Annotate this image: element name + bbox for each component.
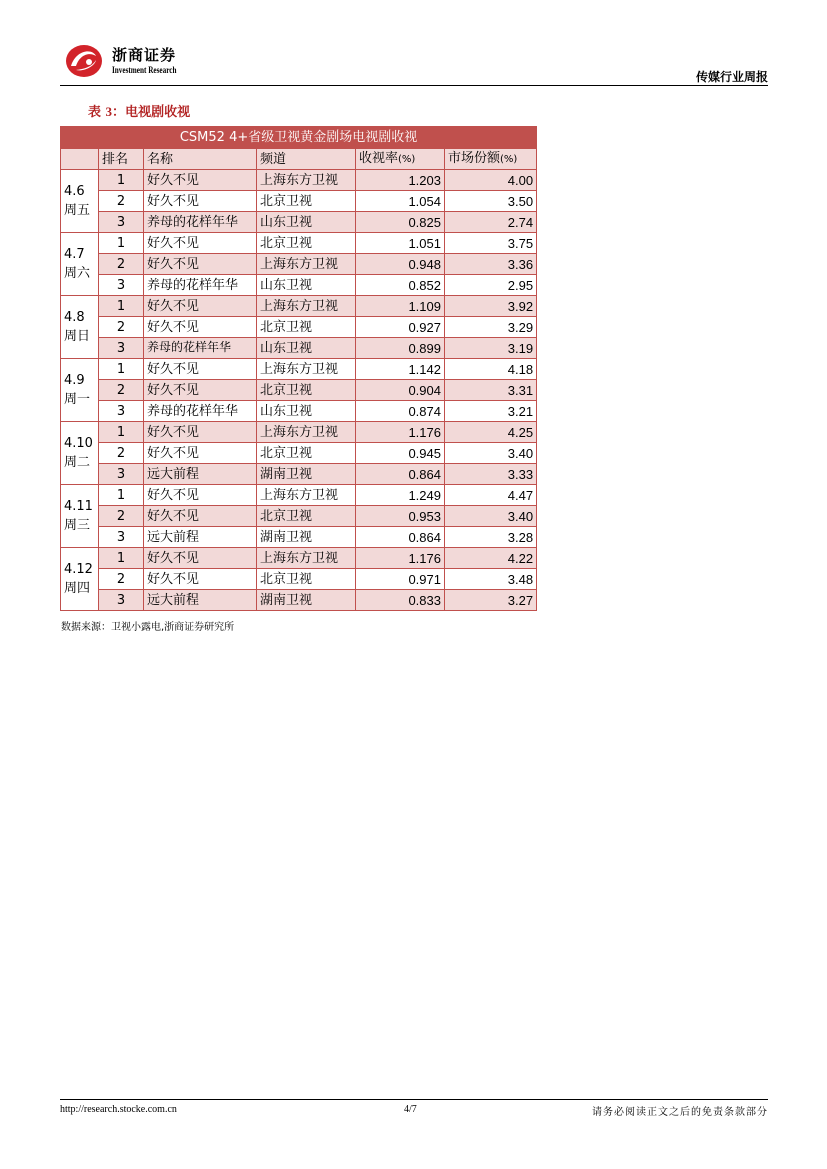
channel-cell: 湖南卫视: [257, 590, 356, 611]
show-name-cell: 远大前程: [144, 527, 257, 548]
channel-cell: 上海东方卫视: [257, 485, 356, 506]
show-name-cell: 好久不见: [144, 296, 257, 317]
table-row: [61, 254, 537, 275]
table-row: [61, 380, 537, 401]
rank-cell: 3: [99, 212, 144, 233]
rating-cell: 1.249: [356, 485, 445, 506]
table-row: [61, 464, 537, 485]
share-cell: 3.36: [445, 254, 537, 275]
rating-cell: 1.054: [356, 191, 445, 212]
share-cell: 3.33: [445, 464, 537, 485]
share-cell: 3.29: [445, 317, 537, 338]
show-name-cell: 好久不见: [144, 359, 257, 380]
share-cell: 2.95: [445, 275, 537, 296]
show-name-cell: 养母的花样年华: [144, 212, 257, 233]
share-cell: 3.40: [445, 506, 537, 527]
rank-cell: 3: [99, 590, 144, 611]
data-source: 数据来源：卫视小露电,浙商证券研究所: [61, 622, 235, 633]
share-cell: 3.40: [445, 443, 537, 464]
date-label: 4.11: [64, 499, 93, 514]
share-cell: 3.28: [445, 527, 537, 548]
header-date: [61, 149, 99, 170]
company-name-cn: 浙商证券: [112, 46, 177, 64]
channel-cell: 上海东方卫视: [257, 422, 356, 443]
show-name-cell: 养母的花样年华: [144, 401, 257, 422]
weekday-label: 周四: [64, 581, 91, 596]
header-name: 名称: [144, 149, 257, 170]
table-row: [61, 527, 537, 548]
date-label: 4.7: [64, 247, 85, 262]
table-header-row: [61, 149, 537, 170]
show-name-cell: 远大前程: [144, 464, 257, 485]
table-row: [61, 506, 537, 527]
date-cell: [61, 548, 99, 611]
header-divider: [60, 85, 768, 86]
header-rank: 排名: [99, 149, 144, 170]
date-label: 4.9: [64, 373, 85, 388]
page-number: 4/7: [404, 1104, 417, 1115]
channel-cell: 北京卫视: [257, 443, 356, 464]
rank-cell: 2: [99, 506, 144, 527]
rank-cell: 3: [99, 464, 144, 485]
company-name-en: Investment Research: [112, 65, 177, 75]
date-cell: [61, 422, 99, 485]
caption-title: 电视剧收视: [125, 105, 191, 120]
rating-cell: 1.203: [356, 170, 445, 191]
channel-cell: 北京卫视: [257, 233, 356, 254]
date-cell: [61, 233, 99, 296]
share-cell: 4.00: [445, 170, 537, 191]
share-cell: 3.48: [445, 569, 537, 590]
date-cell: [61, 359, 99, 422]
rank-cell: 1: [99, 233, 144, 254]
show-name-cell: 好久不见: [144, 548, 257, 569]
table-row: [61, 317, 537, 338]
rank-cell: 1: [99, 485, 144, 506]
channel-cell: 北京卫视: [257, 191, 356, 212]
share-cell: 4.47: [445, 485, 537, 506]
caption-separator: ：: [112, 105, 126, 120]
share-cell: 4.25: [445, 422, 537, 443]
ratings-table: [60, 126, 537, 611]
table-row: [61, 338, 537, 359]
rating-cell: 0.852: [356, 275, 445, 296]
rating-cell: 0.864: [356, 527, 445, 548]
logo-mark-icon: [62, 40, 106, 80]
table-row: [61, 212, 537, 233]
share-cell: 3.31: [445, 380, 537, 401]
table-row: [61, 401, 537, 422]
rating-cell: 0.945: [356, 443, 445, 464]
channel-cell: 北京卫视: [257, 569, 356, 590]
table-caption: [88, 101, 190, 120]
rank-cell: 2: [99, 254, 144, 275]
show-name-cell: 好久不见: [144, 485, 257, 506]
table-title: CSM52 4+省级卫视黄金剧场电视剧收视: [61, 127, 537, 149]
rank-cell: 2: [99, 317, 144, 338]
rank-cell: 3: [99, 401, 144, 422]
table-body: [61, 170, 537, 611]
channel-cell: 北京卫视: [257, 506, 356, 527]
rating-cell: 1.051: [356, 233, 445, 254]
date-cell: [61, 485, 99, 548]
rating-cell: 0.833: [356, 590, 445, 611]
table-row: [61, 359, 537, 380]
table-row: [61, 296, 537, 317]
channel-cell: 上海东方卫视: [257, 548, 356, 569]
show-name-cell: 好久不见: [144, 569, 257, 590]
table-row: [61, 170, 537, 191]
weekday-label: 周日: [64, 329, 91, 344]
weekday-label: 周一: [64, 392, 91, 407]
show-name-cell: 养母的花样年华: [144, 275, 257, 296]
weekday-label: 周二: [64, 455, 91, 470]
share-cell: 3.75: [445, 233, 537, 254]
rating-cell: 0.953: [356, 506, 445, 527]
header-share: 市场份额(%): [445, 149, 537, 170]
share-cell: 3.50: [445, 191, 537, 212]
table-row: [61, 233, 537, 254]
channel-cell: 上海东方卫视: [257, 170, 356, 191]
caption-prefix: 表: [88, 105, 102, 120]
rank-cell: 1: [99, 296, 144, 317]
table-row: [61, 569, 537, 590]
rating-cell: 0.971: [356, 569, 445, 590]
rank-cell: 3: [99, 338, 144, 359]
share-cell: 3.19: [445, 338, 537, 359]
show-name-cell: 好久不见: [144, 191, 257, 212]
rating-cell: 1.109: [356, 296, 445, 317]
rating-cell: 0.874: [356, 401, 445, 422]
show-name-cell: 好久不见: [144, 254, 257, 275]
channel-cell: 山东卫视: [257, 275, 356, 296]
header-channel: 频道: [257, 149, 356, 170]
table-row: [61, 191, 537, 212]
channel-cell: 上海东方卫视: [257, 359, 356, 380]
rank-cell: 1: [99, 422, 144, 443]
rating-cell: 0.904: [356, 380, 445, 401]
rank-cell: 2: [99, 191, 144, 212]
rank-cell: 3: [99, 527, 144, 548]
share-cell: 3.21: [445, 401, 537, 422]
show-name-cell: 好久不见: [144, 233, 257, 254]
rank-cell: 2: [99, 380, 144, 401]
rating-cell: 1.176: [356, 548, 445, 569]
share-cell: 2.74: [445, 212, 537, 233]
rating-cell: 0.899: [356, 338, 445, 359]
rank-cell: 1: [99, 359, 144, 380]
share-cell: 3.27: [445, 590, 537, 611]
rank-cell: 1: [99, 548, 144, 569]
date-label: 4.8: [64, 310, 85, 325]
footer-url[interactable]: http://research.stocke.com.cn: [60, 1104, 177, 1115]
table-row: [61, 485, 537, 506]
rank-cell: 3: [99, 275, 144, 296]
rank-cell: 2: [99, 569, 144, 590]
date-cell: [61, 296, 99, 359]
channel-cell: 山东卫视: [257, 212, 356, 233]
share-cell: 4.18: [445, 359, 537, 380]
show-name-cell: 好久不见: [144, 317, 257, 338]
show-name-cell: 好久不见: [144, 443, 257, 464]
table-title-row: [61, 127, 537, 149]
rating-cell: 1.142: [356, 359, 445, 380]
channel-cell: 山东卫视: [257, 401, 356, 422]
channel-cell: 湖南卫视: [257, 527, 356, 548]
table-row: [61, 590, 537, 611]
show-name-cell: 养母的花样年华: [144, 338, 257, 359]
date-cell: [61, 170, 99, 233]
rank-cell: 1: [99, 170, 144, 191]
company-logo: [62, 40, 222, 84]
channel-cell: 上海东方卫视: [257, 254, 356, 275]
channel-cell: 北京卫视: [257, 317, 356, 338]
show-name-cell: 好久不见: [144, 422, 257, 443]
weekday-label: 周五: [64, 203, 91, 218]
channel-cell: 上海东方卫视: [257, 296, 356, 317]
report-type: 传媒行业周报: [695, 70, 768, 84]
show-name-cell: 好久不见: [144, 170, 257, 191]
date-label: 4.10: [64, 436, 93, 451]
share-cell: 3.92: [445, 296, 537, 317]
footer-divider: [60, 1099, 768, 1100]
rating-cell: 1.176: [356, 422, 445, 443]
table-row: [61, 443, 537, 464]
table-row: [61, 275, 537, 296]
date-label: 4.6: [64, 184, 85, 199]
weekday-label: 周三: [64, 518, 91, 533]
channel-cell: 山东卫视: [257, 338, 356, 359]
show-name-cell: 好久不见: [144, 506, 257, 527]
rating-cell: 0.948: [356, 254, 445, 275]
rating-cell: 0.864: [356, 464, 445, 485]
table-row: [61, 548, 537, 569]
table-row: [61, 422, 537, 443]
share-cell: 4.22: [445, 548, 537, 569]
show-name-cell: 好久不见: [144, 380, 257, 401]
header-rating: 收视率(%): [356, 149, 445, 170]
rating-cell: 0.825: [356, 212, 445, 233]
channel-cell: 湖南卫视: [257, 464, 356, 485]
channel-cell: 北京卫视: [257, 380, 356, 401]
disclaimer-note: 请务必阅读正文之后的免责条款部分: [592, 1107, 768, 1118]
weekday-label: 周六: [64, 266, 91, 281]
rating-cell: 0.927: [356, 317, 445, 338]
rank-cell: 2: [99, 443, 144, 464]
date-label: 4.12: [64, 562, 93, 577]
show-name-cell: 远大前程: [144, 590, 257, 611]
caption-number: 3: [105, 104, 113, 119]
